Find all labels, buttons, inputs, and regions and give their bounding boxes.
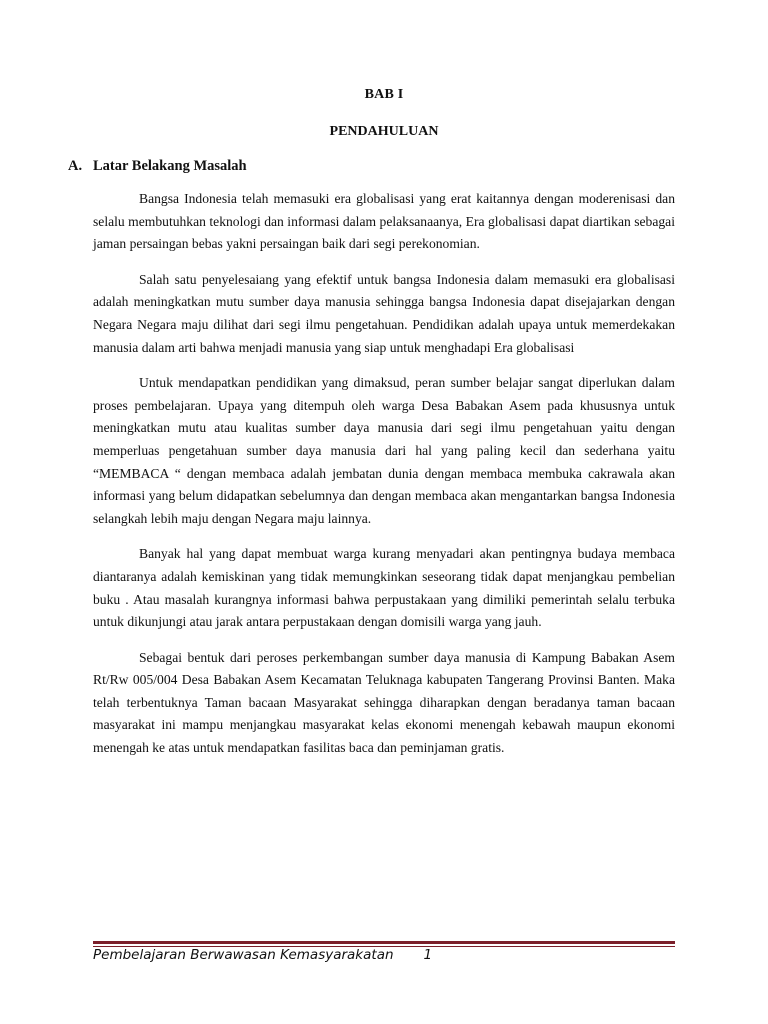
page-number: 1	[423, 947, 433, 963]
paragraph-2: Salah satu penyelesaiang yang efektif untuk bangsa Indonesia dalam memasuki era globalisasi adalah meningkatkan mutu sumber daya manusia sehingga bangsa Indonesia dapat disejajarkan dengan Negara Negara maju dilihat dari segi ilmu pengetahuan. Pendidikan adalah upaya untuk memerdekakan manusia dalam arti bahwa menjadi manusia yang siap untuk menghadapi Era globalisasi	[93, 271, 675, 355]
chapter-label: BAB I	[364, 87, 404, 102]
footer-rule-thick	[93, 941, 675, 944]
section-title: Latar Belakang Masalah	[93, 158, 247, 174]
paragraph-3: Untuk mendapatkan pendidikan yang dimaksud, peran sumber belajar sangat diperlukan dalam proses pembelajaran. Upaya yang ditempuh oleh warga Desa Babakan Asem pada khususnya untuk meningkatkan mutu atau kualitas sumber daya manusia dari segi ilmu pengetahuan yaitu dengan memperluas pengetahuan sumber daya manusia dari hal yang paling kecil dan sederhana yaitu “MEMBACA “ dengan membaca adalah jembatan dunia dengan membaca membuka cakrawala akan informasi yang belum didapatkan sebelumnya dan dengan membaca akan mengantarkan bangsa Indonesia selangkah lebih maju dengan Negara maju lainnya.	[93, 375, 675, 526]
body-text	[93, 188, 675, 773]
footer-title: Pembelajaran Berwawasan Kemasyarakatan	[93, 947, 394, 963]
paragraph-1: Bangsa Indonesia telah memasuki era globalisasi yang erat kaitannya dengan moderenisasi dan selalu membutuhkan teknologi dan informasi dalam pelaksanaanya, Era globalisasi dapat diartikan sebagai jaman persaingan bebas yakni persaingan baik dari segi perekonomian.	[93, 191, 675, 252]
section-marker: A.	[68, 158, 83, 174]
chapter-title: PENDAHULUAN	[329, 124, 439, 139]
paragraph-5: Sebagai bentuk dari peroses perkembangan sumber daya manusia di Kampung Babakan Asem Rt/Rw 005/004 Desa Babakan Asem Kecamatan Teluknaga kabupaten Tangerang Provinsi Banten. Maka telah terbentuknya Taman bacaan Masyarakat sehingga diharapkan dengan beradanya taman bacaan masyarakat ini mampu menjangkau masyarakat kelas ekonomi menengah kebawah maupun ekonomi menengah ke atas untuk mendapatkan fasilitas baca dan peminjaman gratis.	[93, 649, 675, 756]
section-heading	[68, 158, 247, 175]
page-footer	[93, 947, 432, 963]
paragraph-4: Banyak hal yang dapat membuat warga kurang menyadari akan pentingnya budaya membaca diantaranya adalah kemiskinan yang tidak memungkinkan seseorang tidak dapat menjangkau pembelian buku . Atau masalah kurangnya informasi bahwa perpustakaan yang dimiliki pemerintah selalu terbuka untuk dikunjungi atau jarak antara perpustakaan dengan domisili warga yang jauh.	[93, 546, 675, 630]
